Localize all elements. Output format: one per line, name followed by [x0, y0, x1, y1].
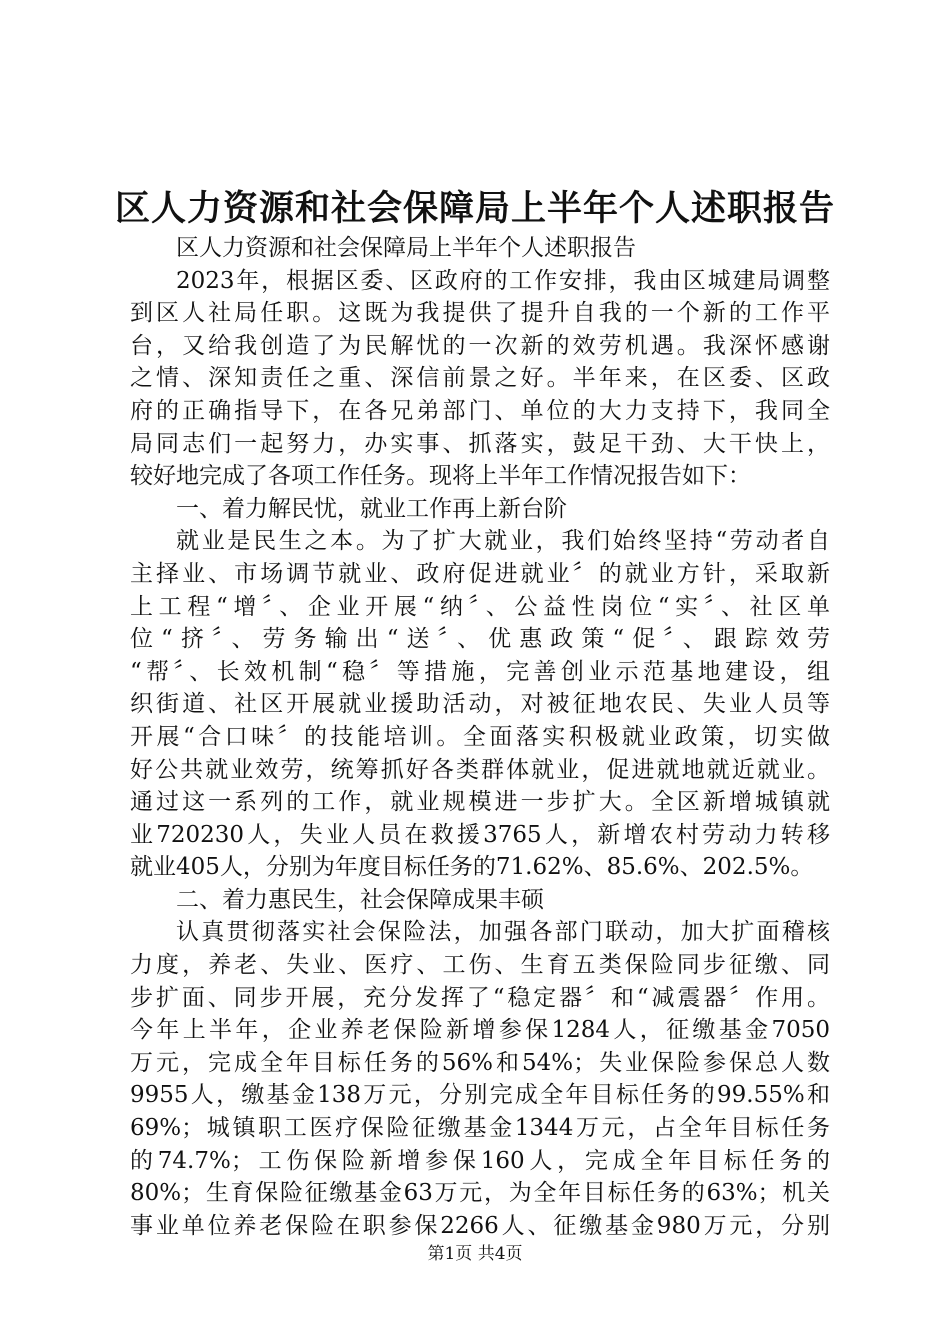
paragraph-line: 力度，养老、失业、医疗、工伤、生育五类保险同步征缴、同 [130, 952, 830, 979]
paragraph-line: 就业是民生之本。为了扩大就业，我们始终坚持“劳动者自 [176, 528, 830, 555]
paragraph-line: 业720230人，失业人员在救援3765人，新增农村劳动力转移 [130, 821, 830, 848]
subtitle-line: 区人力资源和社会保障局上半年个人述职报告 [176, 235, 636, 261]
section-heading: 一、着力解民忧，就业工作再上新台阶 [176, 495, 567, 522]
paragraph-line: 通过这一系列的工作，就业规模进一步扩大。全区新增城镇就 [130, 789, 830, 816]
paragraph-line: 主择业、市场调节就业、政府促进就业〞的就业方针，采取新 [130, 560, 830, 587]
paragraph-line: “帮〞、长效机制“稳〞等措施，完善创业示范基地建设，组 [130, 658, 830, 685]
paragraph-line: 台，又给我创造了为民解忧的一次新的效劳机遇。我深怀感谢 [130, 332, 830, 359]
paragraph-line: 的74.7%；工伤保险新增参保160人，完成全年目标任务的 [130, 1147, 830, 1174]
section-heading: 二、着力惠民生，社会保障成果丰硕 [176, 886, 544, 913]
paragraph-line: 事业单位养老保险在职参保2266人、征缴基金980万元，分别 [130, 1212, 830, 1239]
paragraph-line: 69%；城镇职工医疗保险征缴基金1344万元，占全年目标任务 [130, 1115, 830, 1142]
paragraph-line: 府的正确指导下，在各兄弟部门、单位的大力支持下，我同全 [130, 397, 830, 424]
document-title: 区人力资源和社会保障局上半年个人述职报告 [114, 188, 835, 229]
paragraph-line: 局同志们一起努力，办实事、抓落实，鼓足干劲、大干快上， [130, 430, 830, 457]
paragraph-line: 2023年，根据区委、区政府的工作安排，我由区城建局调整 [176, 267, 830, 294]
paragraph-line: 织街道、社区开展就业援助活动，对被征地农民、失业人员等 [130, 691, 830, 718]
paragraph-line: 9955人，缴基金138万元，分别完成全年目标任务的99.55%和 [130, 1082, 830, 1109]
paragraph-line: 好公共就业效劳，统筹抓好各类群体就业，促进就地就近就业。 [130, 756, 830, 783]
paragraph-line: 步扩面、同步开展，充分发挥了“稳定器〞和“减震器〞作用。 [130, 984, 830, 1011]
paragraph-line: 万元，完成全年目标任务的56%和54%；失业保险参保总人数 [130, 1049, 830, 1076]
paragraph-line: 80%；生育保险征缴基金63万元，为全年目标任务的63%；机关 [130, 1180, 830, 1207]
paragraph-line: 开展“合口味〞的技能培训。全面落实积极就业政策，切实做 [130, 723, 830, 750]
paragraph-line: 位“挤〞、劳务输出“送〞、优惠政策“促〞、跟踪效劳 [130, 626, 830, 653]
paragraph-line: 到区人社局任职。这既为我提供了提升自我的一个新的工作平 [130, 300, 830, 327]
paragraph-line: 就业405人，分别为年度目标任务的71.62%、85.6%、202.5%。 [130, 854, 814, 881]
page-number: 第1页 共4页 [427, 1244, 523, 1264]
paragraph-line: 之情、深知责任之重、深信前景之好。半年来，在区委、区政 [130, 365, 830, 392]
paragraph-line: 上工程“增〞、企业开展“纳〞、公益性岗位“实〞、社区单 [130, 593, 830, 620]
paragraph-line: 较好地完成了各项工作任务。现将上半年工作情况报告如下： [130, 463, 751, 490]
paragraph-line: 认真贯彻落实社会保险法，加强各部门联动，加大扩面稽核 [176, 919, 830, 946]
paragraph-line: 今年上半年，企业养老保险新增参保1284人，征缴基金7050 [130, 1017, 830, 1044]
document-body [130, 232, 830, 1242]
